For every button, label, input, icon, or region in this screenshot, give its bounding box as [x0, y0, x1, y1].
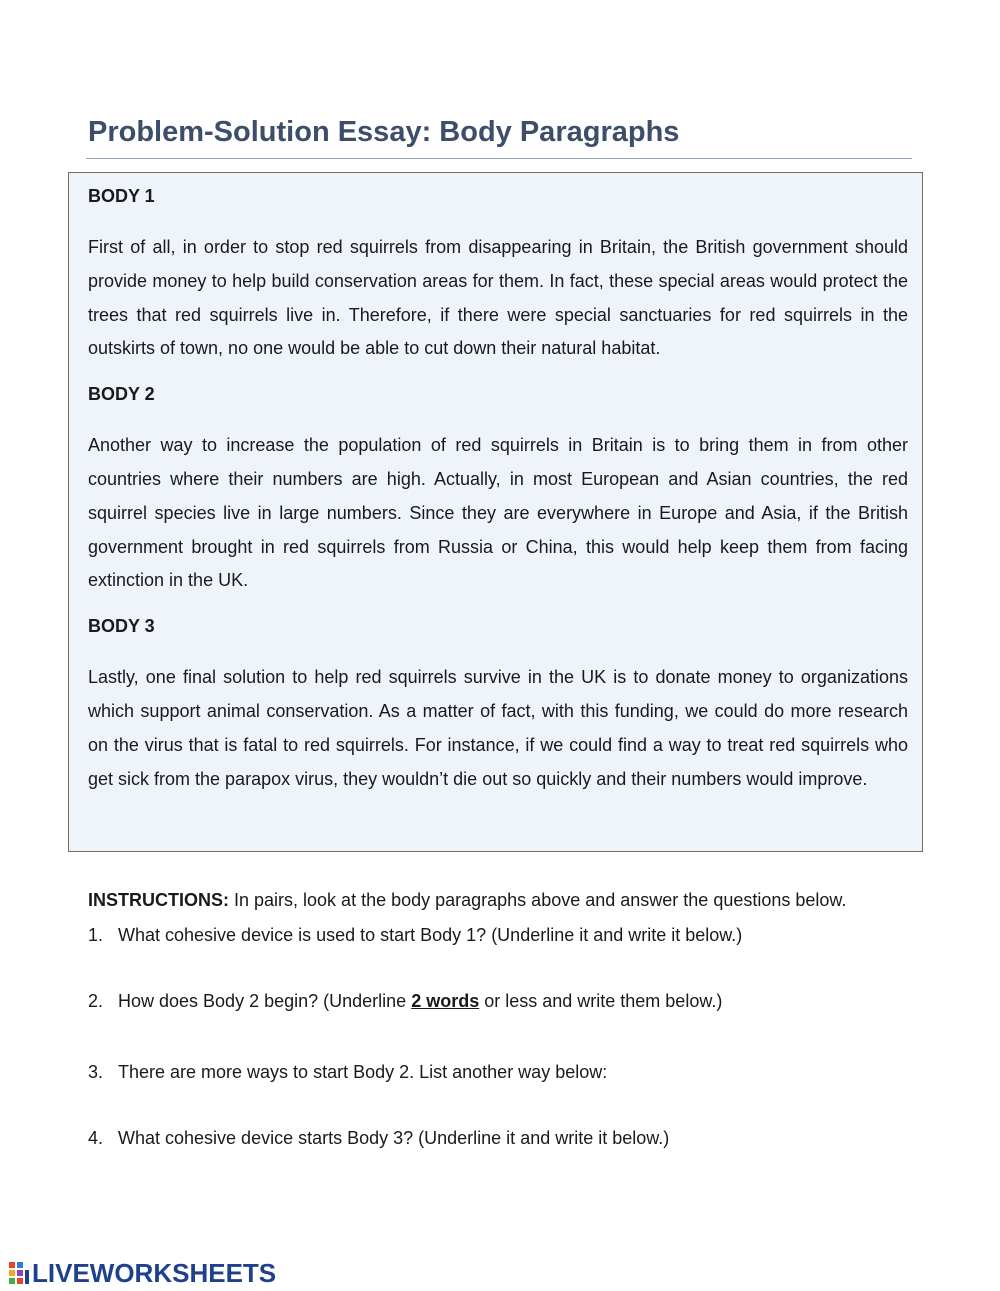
- instructions-label: INSTRUCTIONS:: [88, 890, 229, 910]
- body-2-paragraph: Another way to increase the population of red squirrels in Britain is to bring them in from other countries where their numbers are high. Actually, in most European and Asian countries, the red squirrel species live in large numbers. Since they are everywhere in Europe and Asia, if the British government brought in red squirrels from Russia or China, this would help keep them from facing extinction in the UK.: [88, 435, 908, 591]
- body-3-heading: BODY 3: [88, 616, 155, 637]
- logo-text: LIVEWORKSHEETS: [32, 1257, 277, 1288]
- question-text: There are more ways to start Body 2. List another way below:: [118, 1062, 608, 1082]
- page-title: Problem-Solution Essay: Body Paragraphs: [88, 116, 680, 148]
- instructions: [88, 887, 928, 913]
- question-emphasis: 2 words: [411, 991, 480, 1011]
- question-number: 2.: [88, 991, 104, 1011]
- body-3-paragraph: Lastly, one final solution to help red squirrels survive in the UK is to donate money to organizations which support animal conservation. As a matter of fact, with this funding, we could do more research on the virus that is fatal to red squirrels. For instance, if we could find a way to treat red squirrels who get sick from the parapox virus, they wouldn’t die out so quickly and their numbers would improve.: [88, 667, 908, 789]
- instructions-text: In pairs, look at the body paragraphs above and answer the questions below.: [229, 890, 847, 910]
- question-number: 4.: [88, 1128, 104, 1148]
- question-text: What cohesive device starts Body 3? (Underline it and write it below.): [118, 1128, 670, 1148]
- question-1: [88, 922, 928, 948]
- question-text-before: How does Body 2 begin? (Underline: [118, 991, 412, 1011]
- question-number: 3.: [88, 1062, 104, 1082]
- title-divider: [86, 158, 912, 159]
- question-text: What cohesive device is used to start Body 1? (Underline it and write it below.): [118, 925, 743, 945]
- body-paragraphs-box: [68, 172, 923, 852]
- body-1-heading: BODY 1: [88, 186, 155, 206]
- body-1-paragraph: First of all, in order to stop red squirrels from disappearing in Britain, the British government should provide money to help build conservation areas for them. In fact, these special areas would protect the trees that red squirrels live in. Therefore, if there were special sanctuaries for red squirrels in the outskirts of town, no one would be able to cut down their natural habitat.: [88, 237, 908, 359]
- liveworksheets-logo-icon: [8, 1260, 30, 1286]
- question-2: [88, 988, 928, 1014]
- liveworksheets-logo[interactable]: [8, 1258, 276, 1288]
- body-2-heading: BODY 2: [88, 384, 155, 405]
- question-number: 1.: [88, 925, 104, 945]
- question-text-after: or less and write them below.): [479, 991, 723, 1011]
- question-3: [88, 1059, 928, 1085]
- question-4: [88, 1125, 928, 1151]
